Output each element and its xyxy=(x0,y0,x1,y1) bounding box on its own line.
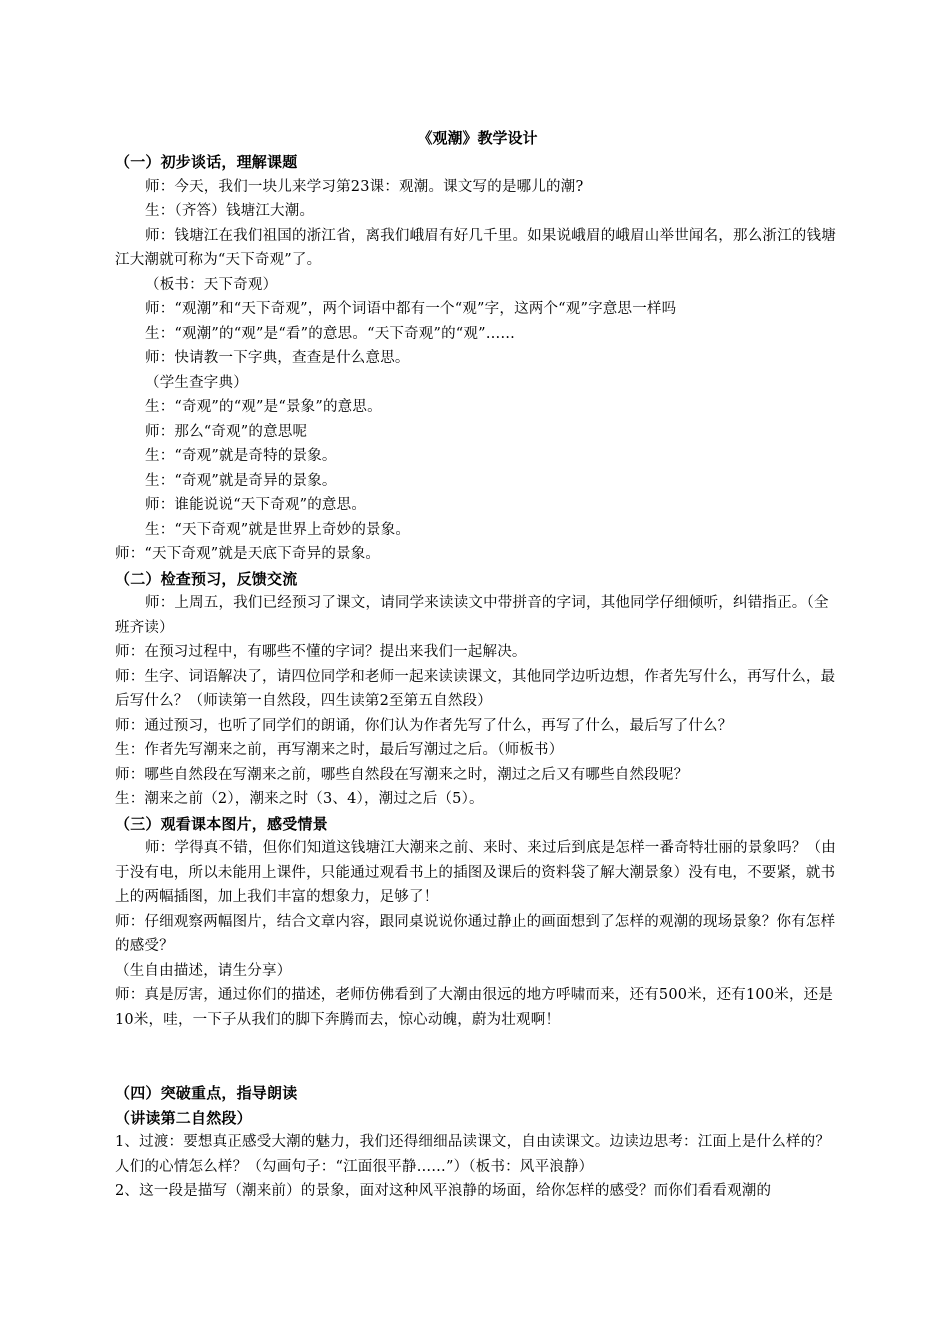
section-heading: （二）检查预习，反馈交流 xyxy=(115,569,298,588)
paragraph: 师：今天，我们一块儿来学习第23课：观潮。课文写的是哪儿的潮? xyxy=(145,178,584,195)
paragraph: 师：“观潮”和“天下奇观”，两个词语中都有一个“观”字，这两个“观”字意思一样吗 xyxy=(145,301,677,317)
paragraph: （学生查字典） xyxy=(145,374,248,391)
paragraph: 2、这一段是描写（潮来前）的景象，面对这种风平浪静的场面，给你怎样的感受？而你们看看观潮的 xyxy=(115,1183,772,1199)
paragraph: 师：那么“奇观”的意思呢 xyxy=(145,423,308,440)
paragraph: 师：上周五，我们已经预习了课文，请同学来读读文中带拼音的字词，其他同学仔细倾听，纠错指正。（全班齐读） xyxy=(115,595,829,636)
section-heading: （四）突破重点，指导朗读 xyxy=(115,1084,298,1102)
paragraph: 1、过渡：要想真正感受大潮的魅力，我们还得细细品读课文，自由读课文。边读边思考：江面上是什么样的？人们的心情怎么样？（勾画句子：“江面很平静……”）（板书：风平浪静） xyxy=(115,1134,831,1175)
paragraph: （生自由描述，请生分享） xyxy=(115,962,292,979)
paragraph: 师：钱塘江在我们祖国的浙江省，离我们峨眉有好几千里。如果说峨眉的峨眉山举世闻名，那么浙江的钱塘江大潮就可称为“天下奇观”了。 xyxy=(115,227,836,268)
paragraph: 师：快请教一下字典，查查是什么意思。 xyxy=(145,350,410,366)
paragraph: 生：作者先写潮来之前，再写潮来之时，最后写潮过之后。（师板书） xyxy=(115,742,564,758)
paragraph: 师：谁能说说“天下奇观”的意思。 xyxy=(145,497,367,513)
section-4 xyxy=(115,1081,840,1204)
paragraph: 生：“奇观”就是奇异的景象。 xyxy=(145,472,337,489)
section-3 xyxy=(115,812,840,1033)
paragraph: 生：“观潮”的“观”是“看”的意思。“天下奇观”的“观”…… xyxy=(145,325,516,342)
paragraph: 师：真是厉害，通过你们的描述，老师仿佛看到了大潮由很远的地方呼啸而来，还有500米，还有100米，还是10米，哇，一下子从我们的脚下奔腾而去，惊心动魄，蔚为壮观啊！ xyxy=(115,987,834,1028)
document-body xyxy=(115,126,840,1204)
blank-gap xyxy=(115,1032,840,1081)
paragraph: 生：“奇观”就是奇特的景象。 xyxy=(145,448,337,464)
paragraph: （板书：天下奇观） xyxy=(145,276,278,293)
paragraph: 师：仔细观察两幅图片，结合文章内容，跟同桌说说你通过静止的画面想到了怎样的观潮的现场景象？你有怎样的感受？ xyxy=(115,913,836,954)
paragraph: 师：生字、词语解决了，请四位同学和老师一起来读读课文，其他同学边听边想，作者先写什么，再写什么，最后写什么？（师读第一自然段，四生读第2至第五自然段） xyxy=(115,668,836,709)
paragraph: 师：在预习过程中，有哪些不懂的字词？提出来我们一起解决。 xyxy=(115,644,527,660)
section-heading: （一）初步谈话，理解课题 xyxy=(115,153,298,171)
paragraph: 生：潮来之前（2），潮来之时（3、4），潮过之后（5）。 xyxy=(115,791,484,807)
section-2 xyxy=(115,567,840,812)
paragraph: 师：哪些自然段在写潮来之前，哪些自然段在写潮来之时，潮过之后又有哪些自然段呢？ xyxy=(115,766,689,783)
paragraph: 生：（齐答）钱塘江大潮。 xyxy=(145,203,315,219)
section-heading: （三）观看课本图片，感受情景 xyxy=(115,814,328,833)
paragraph: 师：“天下奇观”就是天底下奇异的景象。 xyxy=(115,546,381,562)
paragraph: 师：学得真不错，但你们知道这钱塘江大潮来之前、来时、来过后到底是怎样一番奇特壮丽的景象吗？（由于没有电，所以未能用上课件，只能通过观看书上的插图及课后的资料袋了解大潮景象）没有电，不要紧，就书上的两幅插图，加上我们丰富的想象力，足够了！ xyxy=(115,840,836,905)
section-1 xyxy=(115,150,840,567)
section-subheading: （讲读第二自然段） xyxy=(115,1108,252,1127)
paragraph: 生：“天下奇观”就是世界上奇妙的景象。 xyxy=(145,521,411,538)
paragraph: 师：通过预习，也听了同学们的朗诵，你们认为作者先写了什么，再写了什么，最后写了什么？ xyxy=(115,717,733,734)
paragraph: 生：“奇观”的“观”是“景象”的意思。 xyxy=(145,399,382,415)
document-title: 《观潮》教学设计 xyxy=(417,129,538,147)
